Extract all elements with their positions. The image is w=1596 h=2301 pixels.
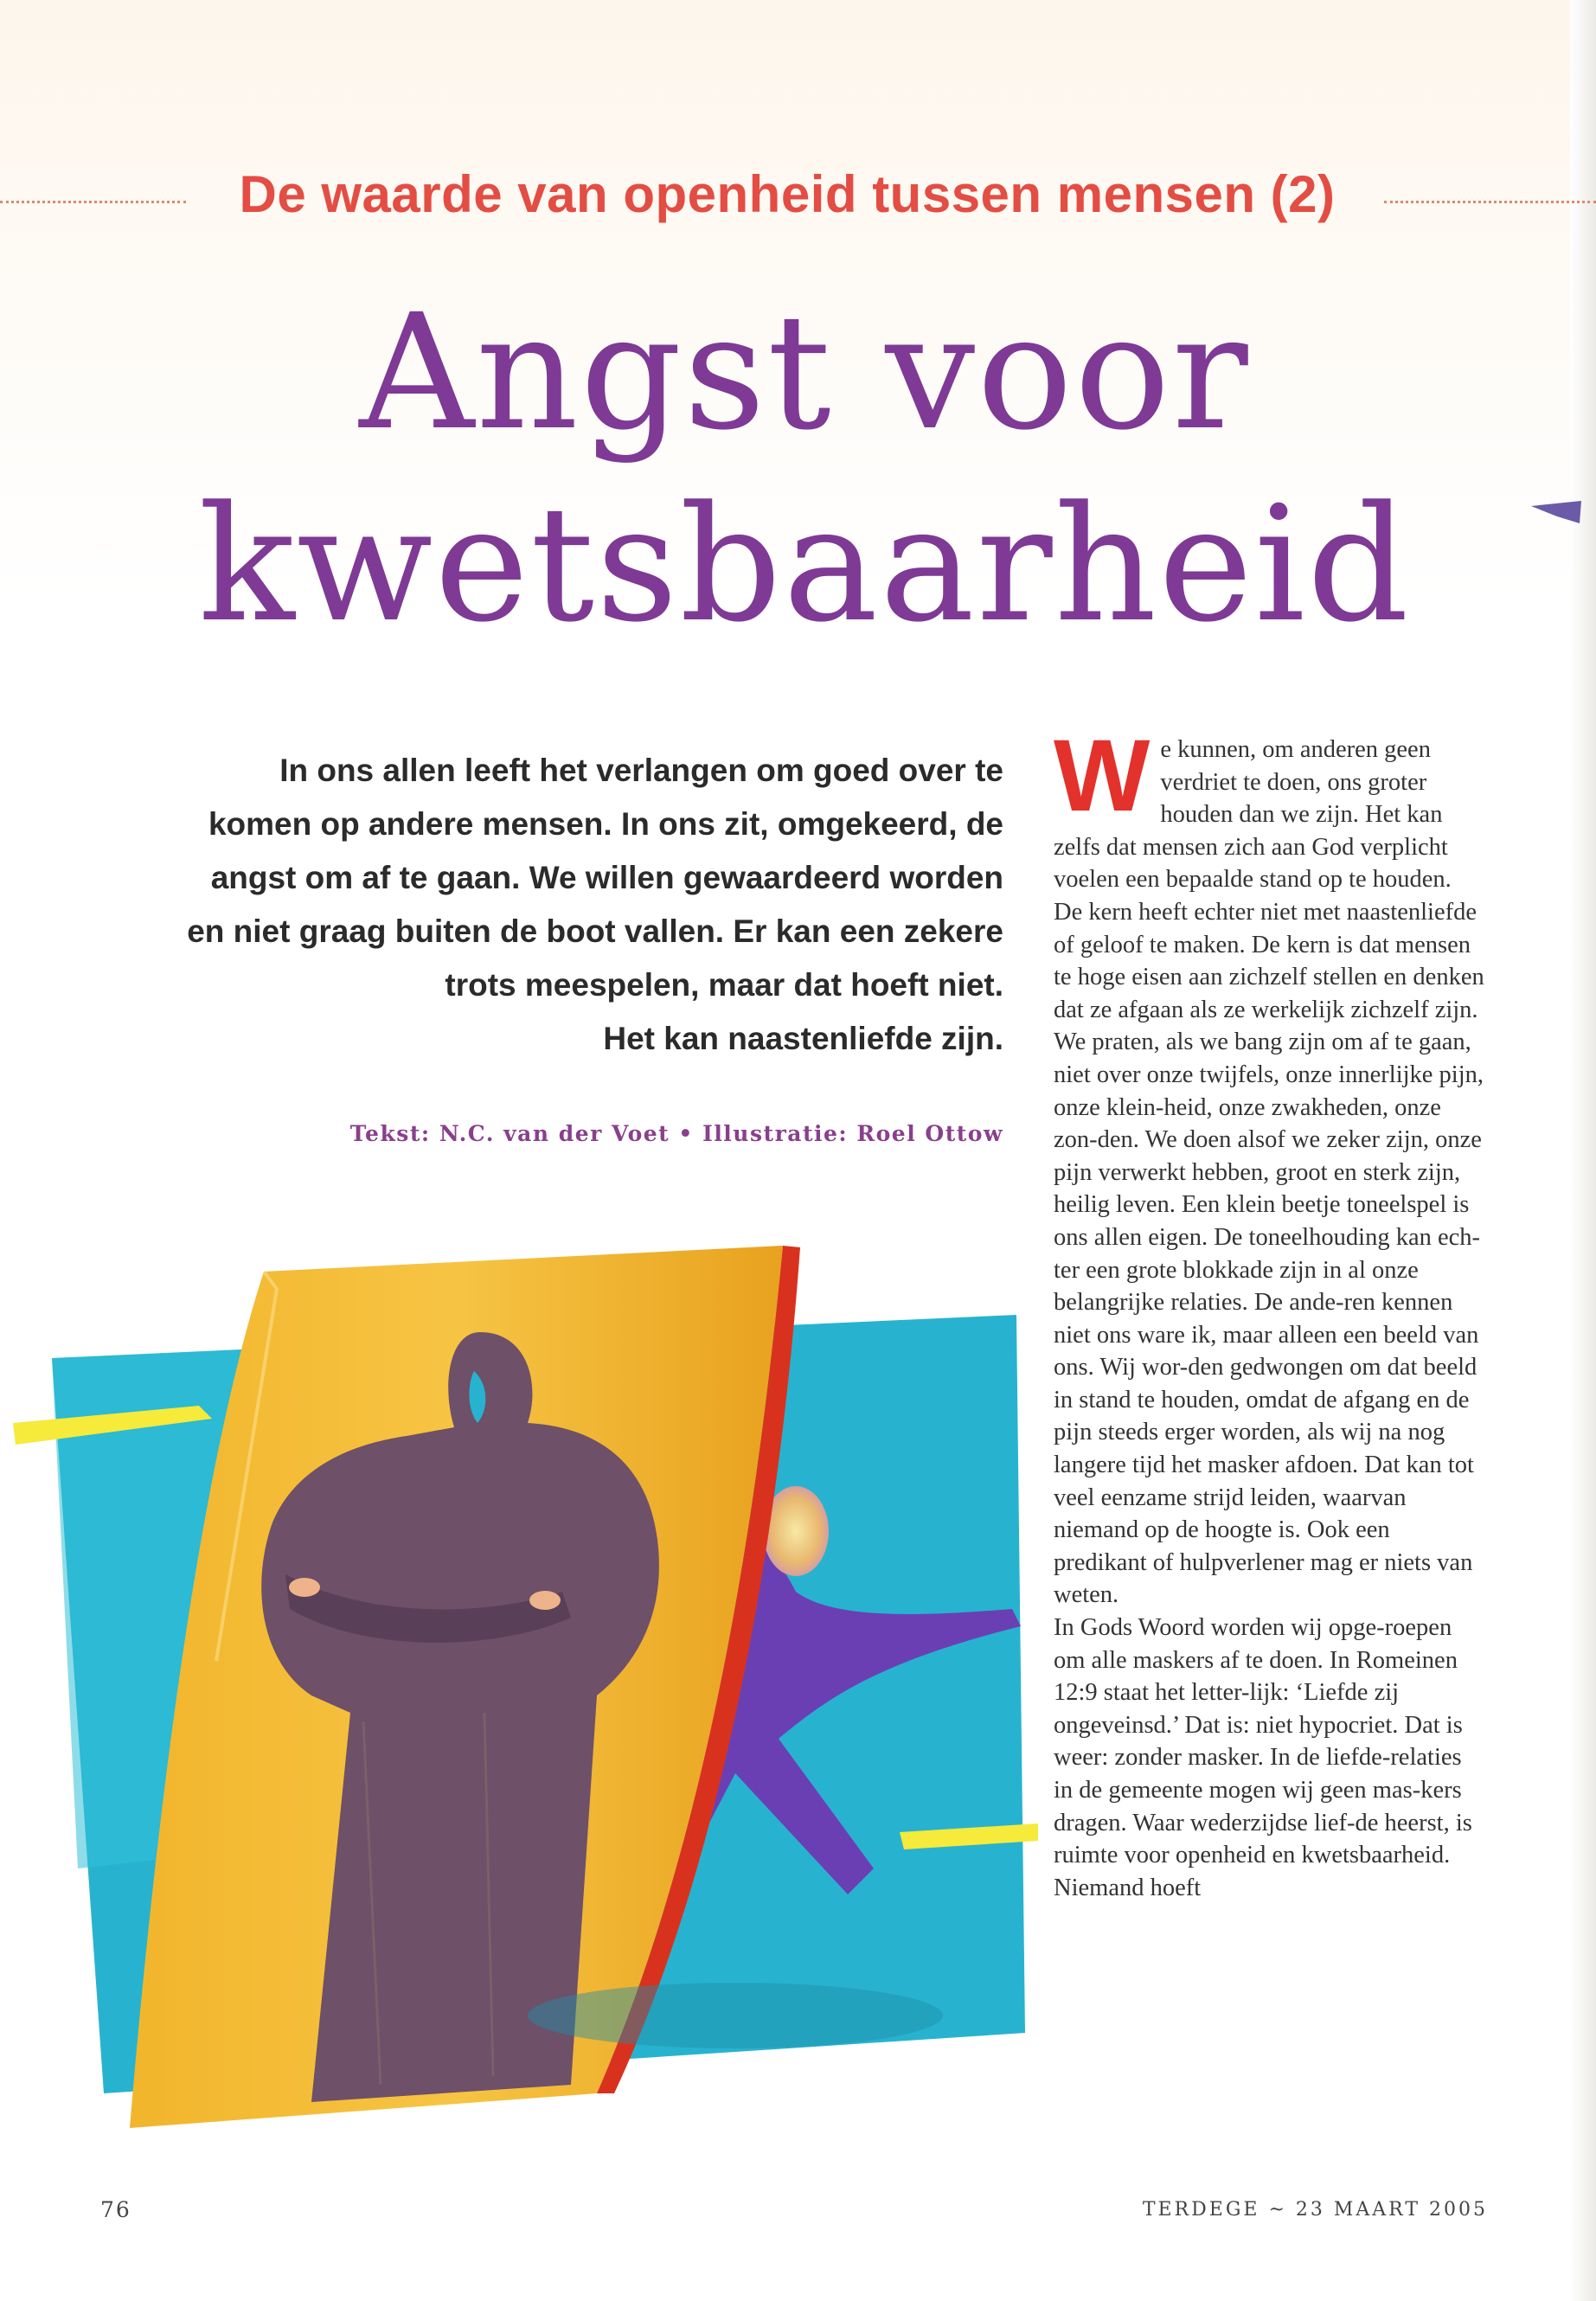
- body-paragraph: We praten, als we bang zijn om af te gaan, niet over onze twijfels, onze innerlijke pijn, onze klein-heid, onze zwakheden, onze zon-den. We doen alsof we zeker zijn, onze pijn verwerkt hebben, groot en sterk zijn, heilig leven. Een klein beetje toneelspel is ons allen eigen. De toneelhouding kan ech-ter een grote blokkade zijn in al onze belangrijke relaties. De ande-ren kennen niet ons ware ik, maar alleen een beeld van ons. Wij wor-den gedwongen om dat beeld in stand te houden, omdat de afgang en de pijn steeds erger worden, als wij na nog langere tijd het masker afdoen. Dat kan tot veel eenzame strijd leiden, waarvan niemand op de hoogte is. Ook een predikant of hulpverlener mag er niets van weten.: [1054, 1029, 1484, 1609]
- lead-line: trots meespelen, maar dat hoeft niet.: [445, 967, 1003, 1003]
- page-edge-shade: [1570, 0, 1596, 2301]
- lead-line: In ons allen leeft het verlangen om goed over te: [279, 753, 1003, 788]
- article-illustration: [0, 1211, 1038, 2128]
- lead-line: angst om af te gaan. We willen gewaardeerd worden: [210, 860, 1003, 895]
- kicker-rule-right: [1384, 201, 1596, 203]
- body-paragraph: In Gods Woord worden wij opge-roepen om alle maskers af te doen. In Romeinen 12:9 staat het letter-lijk: ‘Liefde zij ongeveinsd.’ Dat is: niet hypocriet. Dat is weer: zonder masker. In de liefde-relaties in de gemeente mogen wij geen mas-kers dragen. Waar wederzijdse lief-de heerst, is ruimte voor openheid en kwetsbaarheid. Niemand hoeft: [1054, 1614, 1472, 1901]
- kicker-rule-left: [0, 201, 186, 203]
- page-number: 76: [100, 2197, 131, 2222]
- article-title: [52, 277, 1557, 661]
- title-line-1: Angst voor: [359, 280, 1250, 465]
- byline-credit: Tekst: N.C. van der Voet • Illustratie: Roel Ottow: [349, 1121, 1003, 1146]
- kicker-row: [0, 164, 1596, 242]
- title-line-2: kwetsbaarheid: [198, 472, 1411, 657]
- lead-line: Het kan naastenliefde zijn.: [603, 1021, 1003, 1056]
- kicker-heading: De waarde van openheid tussen mensen (2): [239, 165, 1336, 223]
- lead-line: en niet graag buiten de boot vallen. Er kan een zekere: [187, 913, 1003, 949]
- body-paragraph: e kunnen, om anderen geen verdriet te doen, ons groter houden dan we zijn. Het kan zelfs dat mensen zich aan God verplicht voelen een bepaalde stand op te houden. De kern heeft echter niet met naastenliefde of geloof te maken. De kern is dat mensen te hoge eisen aan zichzelf stellen en denken dat ze afgaan als ze werkelijk zichzelf zijn.: [1054, 736, 1484, 1023]
- body-column: [1054, 719, 1486, 1904]
- drop-cap: W: [1054, 719, 1151, 833]
- lead-line: komen op andere mensen. In ons zit, omgekeerd, de: [208, 806, 1003, 842]
- lead-paragraph: [87, 744, 1003, 1066]
- corner-mark-icon: [1531, 497, 1583, 532]
- issue-footer: TERDEGE ~ 23 MAART 2005: [1142, 2199, 1488, 2221]
